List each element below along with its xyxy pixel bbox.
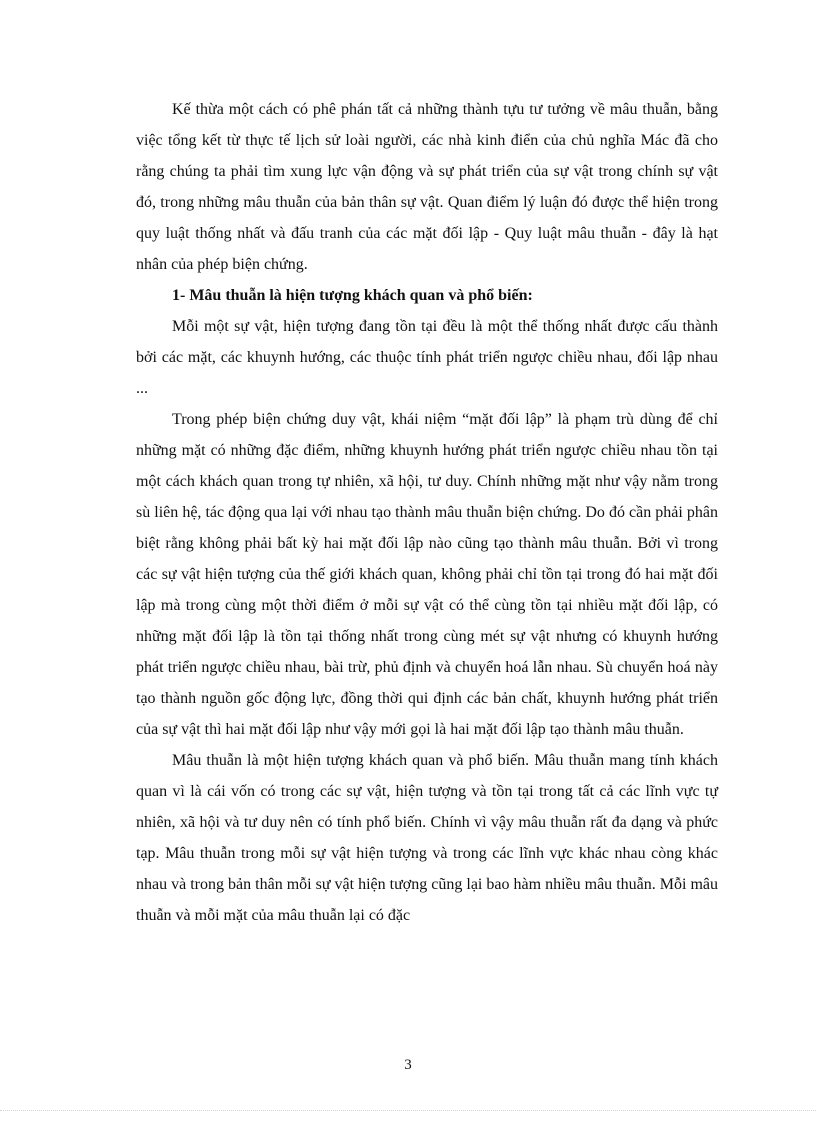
intro-paragraph: Kế thừa một cách có phê phán tất cả những thành tựu tư tưởng về mâu thuẫn, bằng việc tổng kết từ thực tế lịch sử loài người, các nhà kinh điển của chủ nghĩa Mác đã cho rằng chúng ta phải tìm xung lực vận động và sự phát triển của sự vật trong chính sự vật đó, trong những mâu thuẫn của bản thân sự vật. Quan điểm lý luận đó được thể hiện trong quy luật thống nhất và đấu tranh của các mặt đối lập - Quy luật mâu thuẫn - đây là hạt nhân của phép biện chứng. xyxy=(136,101,718,273)
document-body xyxy=(136,94,718,931)
section-heading: 1- Mâu thuẫn là hiện tượng khách quan và phổ biến: xyxy=(172,287,533,304)
section-paragraph-1: Mỗi một sự vật, hiện tượng đang tồn tại đều là một thể thống nhất được cấu thành bởi các mặt, các khuynh hướng, các thuộc tính phát triển ngược chiều nhau, đối lập nhau ... xyxy=(136,318,718,397)
section-paragraph-2: Trong phép biện chứng duy vật, khái niệm “mặt đối lập” là phạm trù dùng để chỉ những mặt có những đặc điểm, những khuynh hướng phát triển ngược chiều nhau tồn tại một cách khách quan trong tự nhiên, xã hội, tư duy. Chính những mặt như vậy nằm trong sù liên hệ, tác động qua lại với nhau tạo thành mâu thuẫn biện chứng. Do đó cần phải phân biệt rằng không phải bất kỳ hai mặt đối lập nào cũng tạo thành mâu thuẫn. Bởi vì trong các sự vật hiện tượng của thế giới khách quan, không phải chỉ tồn tại trong đó hai mặt đối lập mà trong cùng một thời điểm ở mỗi sự vật có thể cùng tồn tại nhiều mặt đối lập, có những mặt đối lập là tồn tại thống nhất trong cùng mét sự vật nhưng có khuynh hướng phát triển ngược chiều nhau, bài trừ, phủ định và chuyển hoá lẫn nhau. Sù chuyển hoá này tạo thành nguồn gốc động lực, đồng thời qui định các bản chất, khuynh hướng phát triển của sự vật thì hai mặt đối lập như vậy mới gọi là hai mặt đối lập tạo thành mâu thuẫn. xyxy=(136,411,718,738)
page-number: 3 xyxy=(404,1057,412,1073)
section-paragraph-3: Mâu thuẫn là một hiện tượng khách quan và phổ biến. Mâu thuẫn mang tính khách quan vì là cái vốn có trong các sự vật, hiện tượng và tồn tại trong tất cả các lĩnh vực tự nhiên, xã hội và tư duy nên có tính phổ biến. Chính vì vậy mâu thuẫn rất đa dạng và phức tạp. Mâu thuẫn trong mỗi sự vật hiện tượng và trong các lĩnh vực khác nhau còng khác nhau và trong bản thân mỗi sự vật hiện tượng cũng lại bao hàm nhiều mâu thuẫn. Mỗi mâu thuẫn và mỗi mặt của mâu thuẫn lại có đặc xyxy=(136,752,718,924)
page-bottom-divider xyxy=(0,1110,816,1111)
